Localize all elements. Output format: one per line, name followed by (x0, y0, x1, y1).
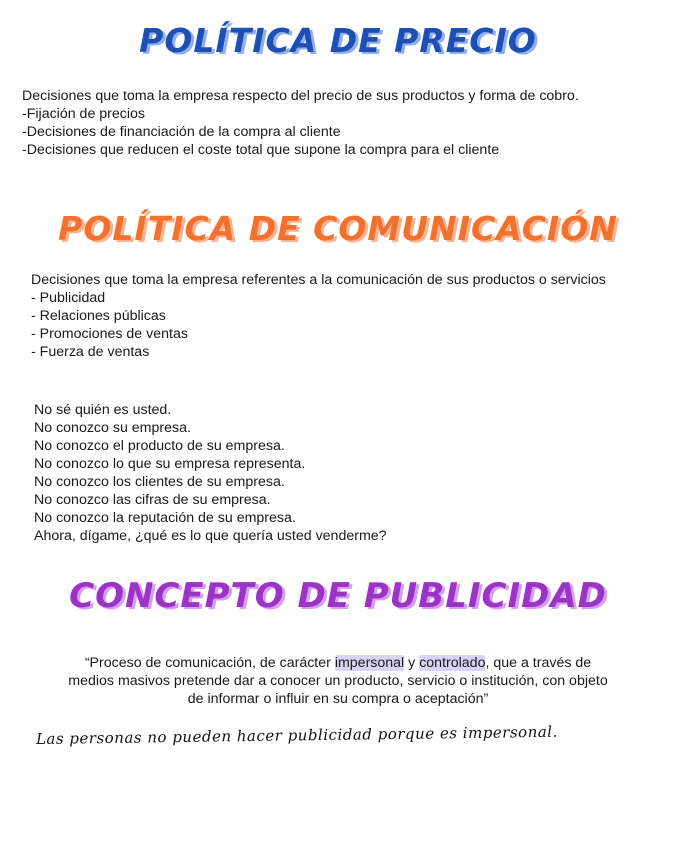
precio-line: -Fijación de precios (22, 106, 146, 122)
handwritten-note: Las personas no pueden hacer publicidad porque es impersonal. (35, 722, 558, 748)
poem-line: No conozco el producto de su empresa. (34, 438, 285, 454)
quote-line-3: de informar o influir en su compra o aceptación” (187, 691, 489, 707)
publicidad-definition-quote (40, 654, 636, 708)
quote-line-2: medios masivos pretende dar a conocer un producto, servicio o institución, con objeto (68, 673, 608, 689)
comunicacion-line: - Publicidad (31, 290, 106, 306)
poem-line: No conozco la reputación de su empresa. (34, 510, 296, 526)
comunicacion-text-block (31, 271, 606, 361)
poem-block (34, 401, 387, 545)
quote-line-1 (40, 654, 636, 672)
comunicacion-line: - Relaciones públicas (31, 308, 166, 324)
quote-text: y (404, 655, 420, 671)
comunicacion-line: - Promociones de ventas (31, 326, 188, 342)
heading-politica-precio: POLÍTICA DE PRECIO (139, 21, 537, 60)
quote-text: , que a través de (485, 655, 592, 671)
precio-line: Decisiones que toma la empresa respecto del precio de sus productos y forma de cobro. (22, 88, 579, 104)
heading-concepto-publicidad: CONCEPTO DE PUBLICIDAD (69, 576, 607, 616)
precio-line: -Decisiones de financiación de la compra al cliente (22, 124, 341, 140)
precio-line: -Decisiones que reducen el coste total que supone la compra para el cliente (22, 142, 500, 158)
comunicacion-line: Decisiones que toma la empresa referentes a la comunicación de sus productos o servicios (31, 272, 606, 288)
poem-line: No sé quién es usted. (34, 402, 172, 418)
poem-line: No conozco los clientes de su empresa. (34, 474, 285, 490)
poem-line: No conozco las cifras de su empresa. (34, 492, 271, 508)
poem-line: No conozco lo que su empresa representa. (34, 456, 306, 472)
poem-line: No conozco su empresa. (34, 420, 191, 436)
poem-line: Ahora, dígame, ¿qué es lo que quería usted venderme? (34, 528, 387, 544)
precio-text-block (22, 87, 579, 159)
highlight-controlado: controlado (419, 655, 486, 671)
comunicacion-line: - Fuerza de ventas (31, 344, 150, 360)
quote-text: “Proceso de comunicación, de carácter (84, 655, 335, 671)
heading-politica-comunicacion: POLÍTICA DE COMUNICACIÓN (58, 209, 618, 248)
highlight-impersonal: impersonal (334, 655, 405, 671)
